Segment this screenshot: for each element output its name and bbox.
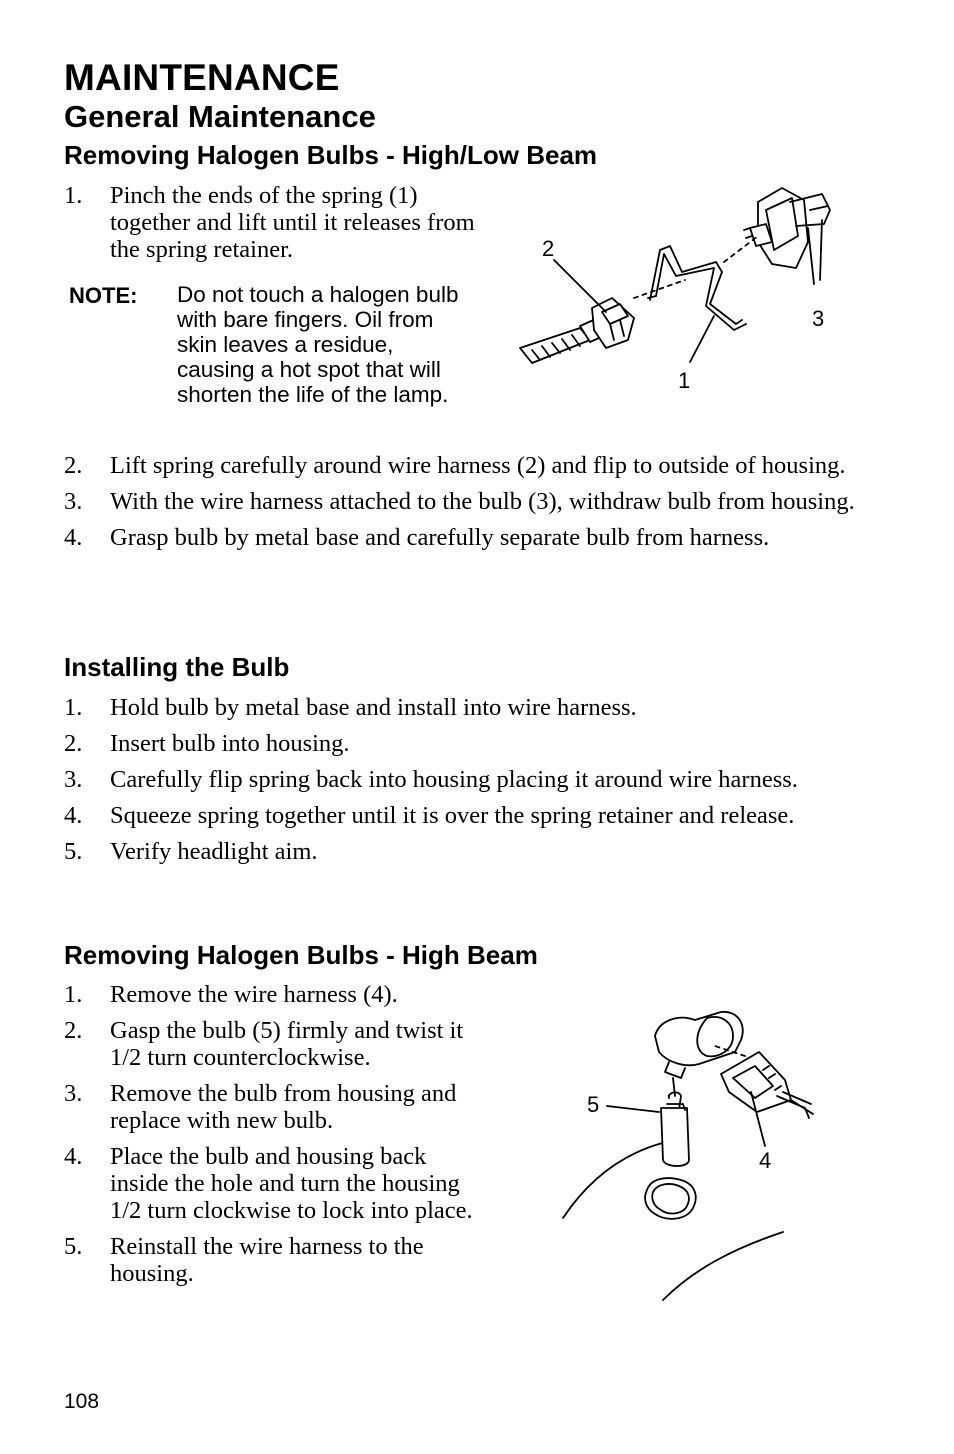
step-number: 2. [64, 452, 83, 479]
page-number: 108 [64, 1390, 100, 1413]
note-text: Do not touch a halogen bulb with bare fingers. Oil from skin leaves a residue, causing a hot spot that will shorten the life of the lamp. [177, 282, 459, 407]
headlight-bulb-diagram [510, 180, 840, 400]
page-title: MAINTENANCE [64, 57, 340, 98]
step-text: Carefully flip spring back into housing placing it around wire harness. [110, 766, 798, 793]
wire-harness-connector-illustration [715, 1046, 813, 1118]
housing-hole-illustration [645, 1178, 696, 1219]
step-text: Squeeze spring together until it is over the spring retainer and release. [110, 802, 795, 829]
list-item [64, 1017, 484, 1071]
step-text: Remove the bulb from housing and replace with new bulb. [110, 1080, 457, 1134]
step-text: Reinstall the wire harness to the housing. [110, 1233, 424, 1287]
step-text: With the wire harness attached to the bulb (3), withdraw bulb from housing. [110, 488, 855, 515]
step-number: 4. [64, 1143, 83, 1170]
step-text: Remove the wire harness (4). [110, 981, 398, 1008]
step-number: 4. [64, 524, 83, 551]
section-heading-high-low-beam: Removing Halogen Bulbs - High/Low Beam [64, 140, 598, 170]
list-item [64, 182, 484, 263]
callout-5: 5 [587, 1092, 600, 1117]
step-text: Grasp bulb by metal base and carefully separate bulb from harness. [110, 524, 770, 551]
step-number: 1. [64, 694, 83, 721]
high-low-beam-steps-part2 [64, 452, 884, 560]
note-label: NOTE: [69, 283, 138, 308]
step-text: Insert bulb into housing. [110, 730, 350, 757]
step-text: Verify headlight aim. [110, 838, 318, 865]
callout-4: 4 [759, 1148, 772, 1173]
high-beam-bulb-diagram [555, 1000, 825, 1310]
list-item [64, 802, 884, 829]
step-number: 2. [64, 1017, 83, 1044]
list-item [64, 1233, 484, 1287]
list-item [64, 488, 884, 515]
list-item [64, 730, 884, 757]
step-number: 3. [64, 1080, 83, 1107]
list-item [64, 1080, 484, 1134]
bulb-illustration [744, 188, 830, 268]
note-box [69, 282, 479, 407]
section-heading-high-beam: Removing Halogen Bulbs - High Beam [64, 940, 538, 970]
step-text: Place the bulb and housing back inside the hole and turn the housing 1/2 turn clockwise to lock into place. [110, 1143, 473, 1224]
list-item [64, 524, 884, 551]
installing-bulb-steps [64, 694, 884, 874]
list-item [64, 1143, 484, 1224]
high-low-beam-steps-part1 [64, 182, 484, 272]
step-number: 1. [64, 182, 83, 209]
page-subtitle: General Maintenance [64, 99, 376, 134]
step-text: Lift spring carefully around wire harness (2) and flip to outside of housing. [110, 452, 846, 479]
list-item [64, 981, 484, 1008]
callout-2: 2 [542, 236, 555, 261]
list-item [64, 766, 884, 793]
step-number: 3. [64, 488, 83, 515]
step-text: Gasp the bulb (5) firmly and twist it 1/2 turn counterclockwise. [110, 1017, 464, 1071]
wire-harness-illustration [520, 298, 634, 363]
step-number: 3. [64, 766, 83, 793]
housing-edge-lower [663, 1232, 783, 1300]
step-number: 4. [64, 802, 83, 829]
step-number: 5. [64, 1233, 83, 1260]
section-heading-installing-bulb: Installing the Bulb [64, 652, 290, 682]
step-text: Pinch the ends of the spring (1) together and lift until it releases from the spring retainer. [110, 182, 475, 263]
list-item [64, 838, 884, 865]
high-beam-steps [64, 981, 484, 1296]
step-number: 5. [64, 838, 83, 865]
callout-1: 1 [678, 368, 691, 393]
callout-3: 3 [812, 306, 825, 331]
step-text: Hold bulb by metal base and install into wire harness. [110, 694, 637, 721]
list-item [64, 694, 884, 721]
step-number: 2. [64, 730, 83, 757]
step-number: 1. [64, 981, 83, 1008]
list-item [64, 452, 884, 479]
